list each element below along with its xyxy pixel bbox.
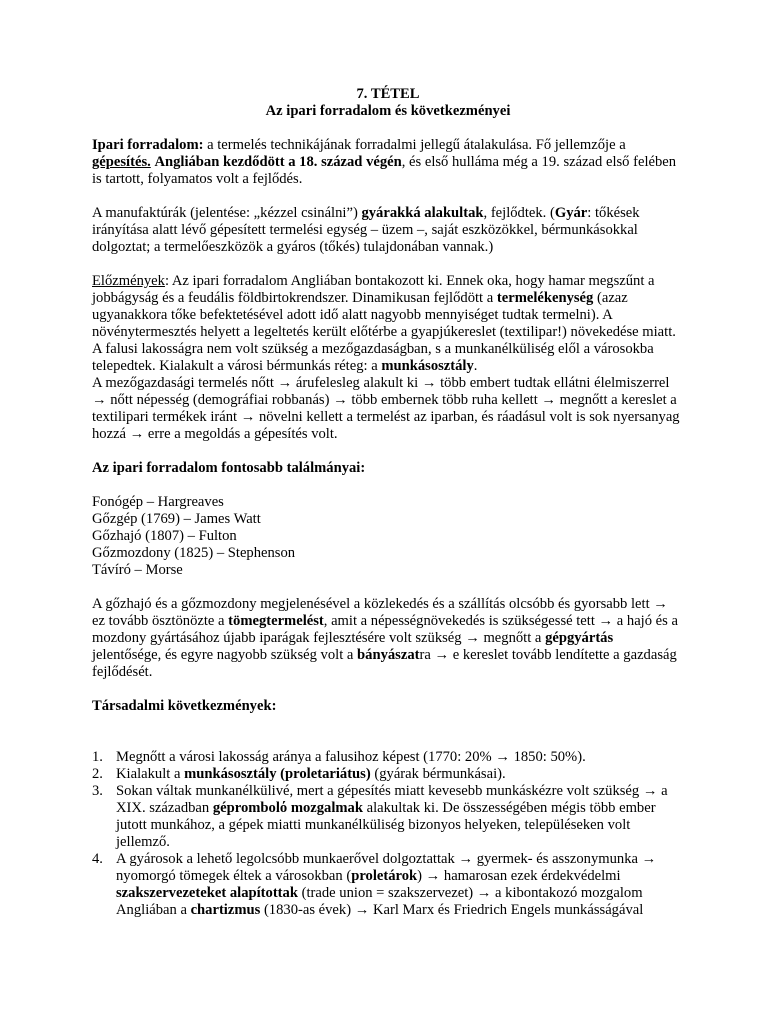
list-number: 1. <box>92 749 103 765</box>
list-item: 4. A gyárosok a lehető legolcsóbb munkaerővel dolgoztattak → gyermek- és asszonymunka → nyomorgó tömegek éltek a városokban (proletárok) → hamarosan ezek érdekvédelmi szakszervezeteket alapítottak (trade union = szakszervezet) → a kibontakozó mozgalom Angliában a chartizmus (1830-as évek) → Karl Marx és Friedrich Engels munkásságával <box>92 851 657 918</box>
list-number: 3. <box>92 783 103 799</box>
inventions-heading: Az ipari forradalom fontosabb találmányai: <box>92 460 366 476</box>
invention-item: Távíró – Morse <box>92 562 183 578</box>
gepesites-term: gépesítés. <box>92 154 151 170</box>
list-item: 1. Megnőtt a városi lakosság aránya a falusihoz képest (1770: 20% → 1850: 50%). <box>92 749 586 765</box>
social-heading: Társadalmi következmények: <box>92 698 277 714</box>
england-term: Angliában kezdődött a 18. század végén <box>154 154 402 170</box>
invention-item: Gőzhajó (1807) – Fulton <box>92 528 237 544</box>
page-title-number: 7. TÉTEL <box>356 86 420 102</box>
list-item: 2. Kialakult a munkásosztály (proletariátus) (gyárak bérmunkásai). <box>92 766 506 782</box>
document-page <box>92 86 684 919</box>
invention-item: Gőzmozdony (1825) – Stephenson <box>92 545 296 561</box>
invention-item: Gőzgép (1769) – James Watt <box>92 511 261 527</box>
transport-paragraph: A gőzhajó és a gőzmozdony megjelenésével a közlekedés és a szállítás olcsóbb és gyorsabb lett → ez tovább ösztönözte a tömegtermelést, amit a népességnövekedés is szükségessé tett → a hajó és a mozdony gyártásához újabb iparágak fejlesztésére volt szükség → megnőtt a gépgyártás jelentősége, és egyre nagyobb szükség volt a bányászatra → e kereslet tovább lendítette a gazdaság fejlődését. <box>92 596 678 680</box>
list-item: 3. Sokan váltak munkanélkülivé, mert a gépesítés miatt kevesebb munkáskézre volt szükség → a XIX. században géprombolό mozgalmak alakultak ki. De összességében mégis több ember jutott munkához, a gépek miatti munkanélküliség bizonyos helyeken, településeken volt jellemző. <box>92 783 668 850</box>
social-consequences-list <box>92 749 684 919</box>
intro-paragraph: Ipari forradalom: a termelés technikájának forradalmi jellegű átalakulása. Fő jellemzője a gépesítés. Angliában kezdődött a 18. század végén, és első hulláma még a 19. század első felében is tartott, folyamatos volt a fejlődés. <box>92 137 677 187</box>
list-number: 4. <box>92 851 103 867</box>
elozmenyek-paragraph: Előzmények: Az ipari forradalom Angliában bontakozott ki. Ennek oka, hogy hamar megszűnt a jobbágyság és a feudális földbirtokrendszer. Dinamikusan fejlődött a termelékenység (azaz ugyanakkora tőke befektetésével adott idő alatt nagyobb mennyiséget tudtak termelni). A növénytermesztés helyett a legeltetés került előtérbe a gyapjúkereslet (textilipar!) növekedése miatt. A falusi lakosságra nem volt szükség a mezőgazdaságban, s a munkanélküliség elől a városokba telepedtek. Kialakult a városi bérmunkás réteg: a munkásosztály. <box>92 273 676 374</box>
elozmenyek-label: Előzmények <box>92 273 165 289</box>
invention-item: Fonógép – Hargreaves <box>92 494 224 510</box>
causes-chain-paragraph: A mezőgazdasági termelés nőtt → árufelesleg alakult ki → több embert tudtak ellátni élelmiszerrel → nőtt népesség (demográfiai robbanás) → több embernek több ruha kellett → megnőtt a kereslet a textilipari termékek iránt → növelni kellett a termelést az iparban, és ráadásul volt is sok nyersanyag hozzá → erre a megoldás a gépesítés volt. <box>92 375 680 442</box>
page-title: Az ipari forradalom és következményei <box>265 103 511 119</box>
intro-term: Ipari forradalom: <box>92 137 204 153</box>
list-number: 2. <box>92 766 103 782</box>
manufaktura-paragraph: A manufaktúrák (jelentése: „kézzel csinálni”) gyárakká alakultak, fejlődtek. (Gyár: tőkések irányítása alatt lévő gépesített termelési egység – üzem –, saját eszközökkel, bérmunkásokkal dolgoztat; a termelőeszközök a gyáros (tőkés) tulajdonában vannak.) <box>92 205 640 255</box>
